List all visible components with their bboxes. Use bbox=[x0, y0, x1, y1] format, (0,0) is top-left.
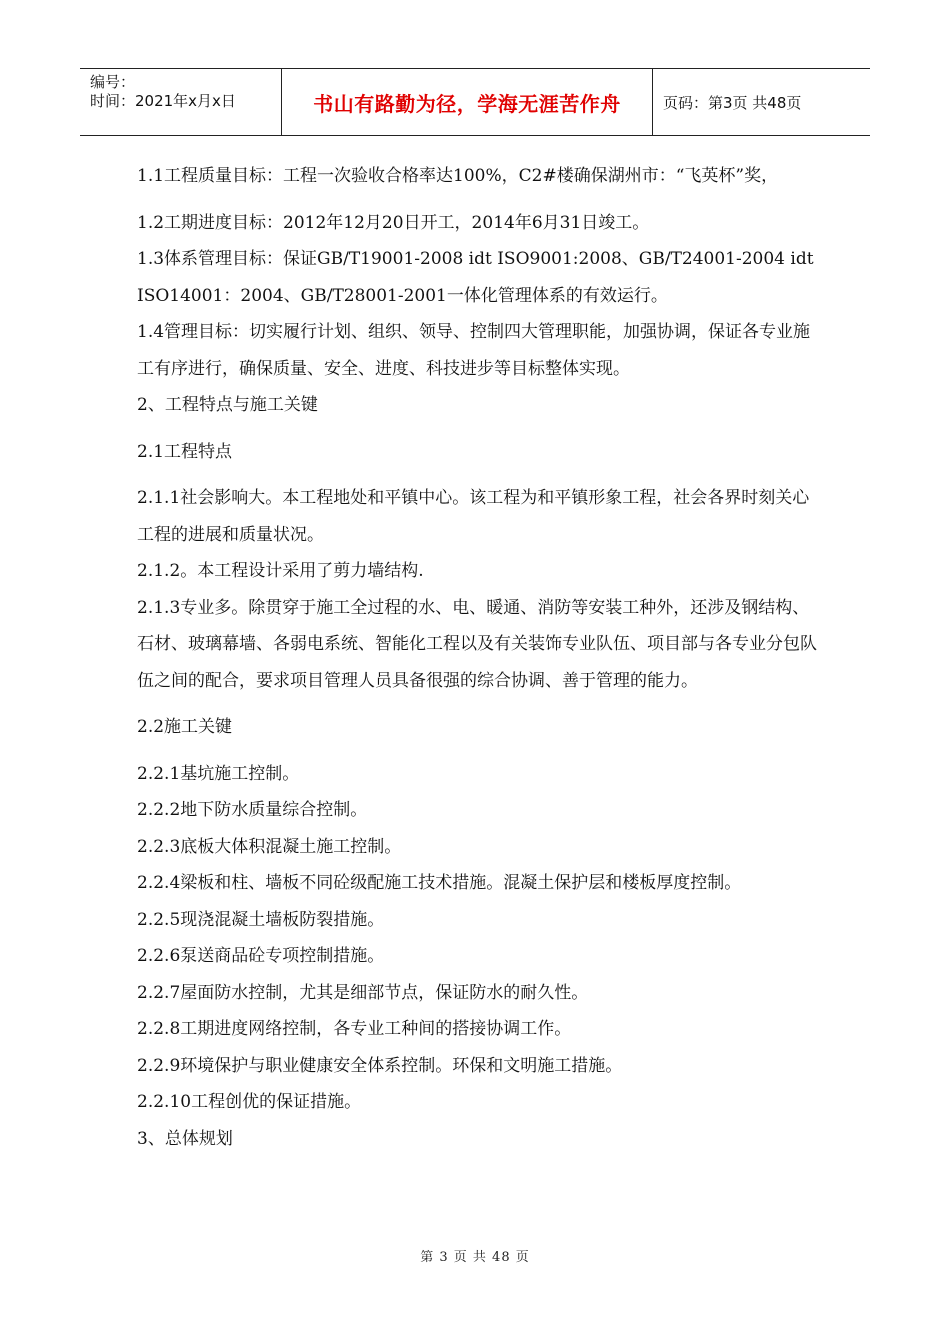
document-date: 时间：2021年x月x日 bbox=[90, 92, 236, 110]
item-2-2-1: 2.2.1基坑施工控制。 bbox=[137, 763, 300, 784]
header-motto: 书山有路勤为径，学海无涯苦作舟 bbox=[313, 91, 621, 116]
heading-2-2: 2.2施工关键 bbox=[137, 717, 233, 737]
header-left-cell bbox=[80, 69, 282, 135]
paragraph-1-3: 1.3体系管理目标：保证GB/T19001-2008 idt ISO9001:2008、GB/T24001-2004 idt ISO14001：2004、GB/T28001-2001一体化管理体系的有效运行。 bbox=[137, 249, 814, 306]
item-2-2-7: 2.2.7屋面防水控制，尤其是细部节点，保证防水的耐久性。 bbox=[137, 982, 589, 1003]
item-2-2-2: 2.2.2地下防水质量综合控制。 bbox=[137, 800, 368, 820]
heading-2-1: 2.1工程特点 bbox=[137, 441, 233, 462]
item-2-2-6: 2.2.6泵送商品砼专项控制措施。 bbox=[137, 946, 385, 966]
heading-section-3: 3、总体规划 bbox=[137, 1128, 233, 1149]
item-2-2-10: 2.2.10工程创优的保证措施。 bbox=[137, 1092, 362, 1112]
heading-section-2: 2、工程特点与施工关键 bbox=[137, 395, 318, 415]
paragraph-2-1-1: 2.1.1社会影响大。本工程地处和平镇中心。该工程为和平镇形象工程，社会各界时刻关心工程的进展和质量状况。 bbox=[137, 488, 810, 545]
paragraph-1-2: 1.2工期进度目标：2012年12月20日开工，2014年6月31日竣工。 bbox=[137, 212, 650, 233]
header-page-cell bbox=[653, 69, 870, 135]
document-body bbox=[137, 158, 817, 1157]
header-page-info: 页码：第3页 共48页 bbox=[663, 93, 802, 112]
page-footer bbox=[0, 1246, 950, 1265]
paragraph-1-4: 1.4管理目标：切实履行计划、组织、领导、控制四大管理职能，加强协调，保证各专业施工有序进行，确保质量、安全、进度、科技进步等目标整体实现。 bbox=[137, 322, 811, 379]
item-2-2-9: 2.2.9环境保护与职业健康安全体系控制。环保和文明施工措施。 bbox=[137, 1055, 623, 1076]
paragraph-2-1-2: 2.1.2。本工程设计采用了剪力墙结构. bbox=[137, 561, 424, 581]
page-header bbox=[80, 68, 870, 136]
item-2-2-3: 2.2.3底板大体积混凝土施工控制。 bbox=[137, 836, 402, 857]
item-2-2-5: 2.2.5现浇混凝土墙板防裂措施。 bbox=[137, 909, 385, 930]
document-number-label: 编号： bbox=[90, 73, 136, 91]
page-number-footer: 第 3 页 共 48 页 bbox=[420, 1250, 530, 1265]
paragraph-2-1-3: 2.1.3专业多。除贯穿于施工全过程的水、电、暖通、消防等安装工种外，还涉及钢结构、石材、玻璃幕墙、各弱电系统、智能化工程以及有关装饰专业队伍、项目部与各专业分包队伍之间的配合，要求项目管理人员具备很强的综合协调、善于管理的能力。 bbox=[137, 597, 817, 691]
header-motto-cell bbox=[282, 69, 653, 135]
item-2-2-8: 2.2.8工期进度网络控制，各专业工种间的搭接协调工作。 bbox=[137, 1019, 572, 1039]
item-2-2-4: 2.2.4梁板和柱、墙板不同砼级配施工技术措施。混凝土保护层和楼板厚度控制。 bbox=[137, 873, 742, 893]
paragraph-1-1: 1.1工程质量目标：工程一次验收合格率达100%，C2#楼确保湖州市：“飞英杯”奖， bbox=[137, 166, 779, 186]
